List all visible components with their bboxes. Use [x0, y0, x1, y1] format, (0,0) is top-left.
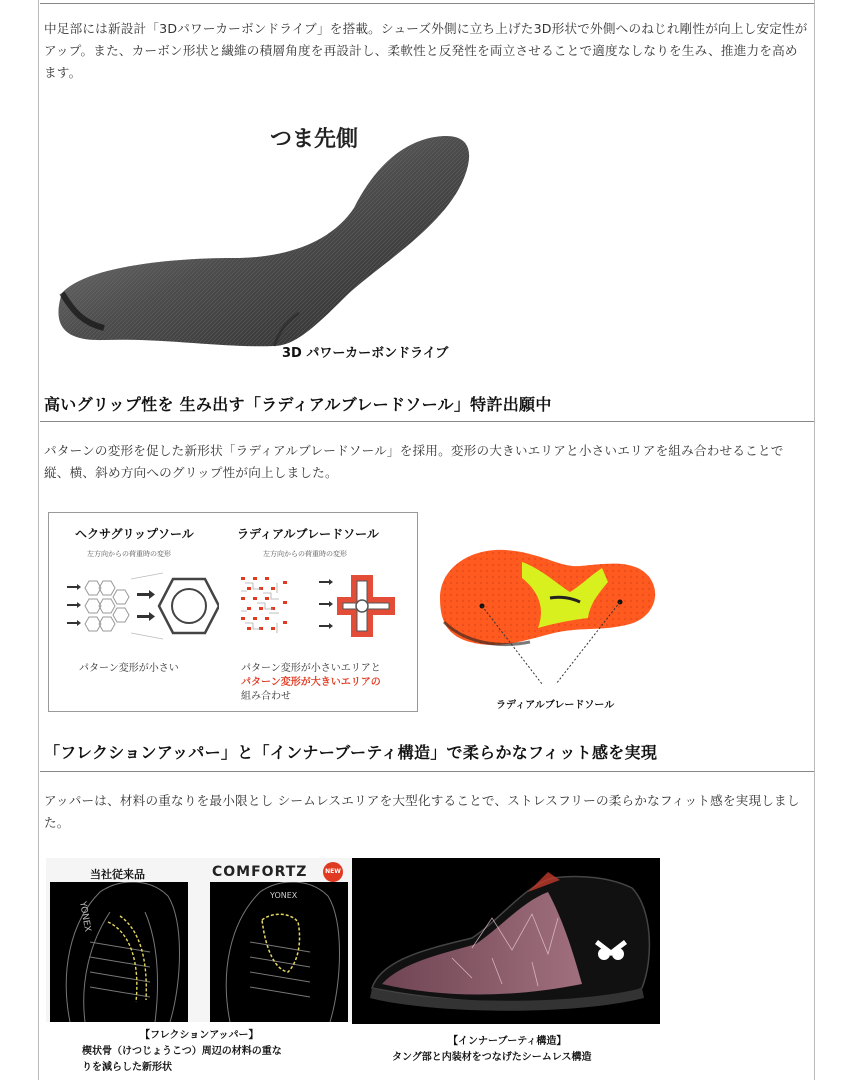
radial-blade-subtitle: 左方向からの荷重時の変形	[263, 550, 347, 558]
flexion-caption-line1: 楔状骨（けつじょうこつ）周辺の材料の重な	[82, 1046, 282, 1057]
previous-upper-image	[50, 882, 188, 1022]
new-badge: NEW	[323, 862, 343, 882]
radial-sole-label: ラディアルブレードソール	[496, 700, 615, 711]
upper-heading: 「フレクションアッパー」と「インナーブーティ構造」で柔らかなフィット感を実現	[44, 743, 658, 762]
svg-text:YONEX: YONEX	[270, 891, 298, 900]
inner-bootie-caption-title: 【インナーブーティ構造】	[448, 1036, 567, 1047]
hex-grip-subtitle: 左方向からの荷重時の変形	[87, 550, 171, 558]
carbon-drive-label: 3D パワーカーボンドライブ	[282, 346, 449, 361]
flexion-caption-line2: りを減らした新形状	[82, 1062, 172, 1073]
sole-divider	[40, 421, 814, 422]
inner-bootie-shoe-image	[352, 858, 660, 1024]
hex-caption: パターン変形が小さい	[79, 663, 179, 674]
sole-description: パターンの変形を促した新形状「ラディアルブレードソール」を採用。変形の大きいエリアと小さいエリアを組み合わせることで縦、横、斜め方向へのグリップ性が向上しました。	[44, 443, 784, 480]
frame-border-right	[814, 0, 815, 1080]
flexion-caption-title: 【フレクションアッパー】	[140, 1030, 259, 1041]
upper-description: アッパーは、材料の重なりを最小限とし シームレスエリアを大型化することで、ストレスフリーの柔らかなフィット感を実現しました。	[44, 793, 800, 830]
inner-bootie-caption-line1: タング部と内装材をつなげたシームレス構造	[392, 1052, 592, 1063]
sole-heading: 高いグリップ性を 生み出す「ラディアルブレードソール」特許出願中	[44, 395, 552, 414]
comfortz-upper-image	[210, 882, 348, 1022]
radial-blade-title: ラディアルブレードソール	[237, 527, 379, 541]
previous-model-label: 当社従来品	[90, 868, 145, 881]
hex-grip-title: ヘクサグリップソール	[75, 527, 194, 541]
sole-comparison-diagram	[48, 512, 418, 712]
radial-caption-line2: パターン変形が大きいエリアの	[241, 677, 381, 688]
carbon-plate-figure	[44, 118, 484, 370]
svg-text:YONEX: YONEX	[77, 900, 93, 933]
carbon-description: 中足部には新設計「3Dパワーカーボンドライブ」を搭載。シューズ外側に立ち上げた3D形状で外側へのねじれ剛性が向上し安定性がアップ。また、カーボン形状と繊維の積層角度を再設計し、柔軟性と反発性を両立させることで適度なしなりを生み、推進力を高めます。	[44, 21, 808, 80]
hex-pattern-illustration	[59, 571, 219, 641]
radial-pattern-illustration	[239, 571, 407, 641]
toe-side-label: つま先側	[270, 127, 359, 152]
comfortz-logo: COMFORTZ	[212, 864, 308, 880]
radial-caption-line1: パターン変形が小さいエリアと	[241, 663, 381, 674]
top-divider	[40, 3, 814, 4]
sole-photo	[430, 538, 658, 708]
radial-caption-line3: 組み合わせ	[241, 691, 291, 702]
frame-border-left	[38, 0, 39, 1080]
upper-divider	[40, 771, 814, 772]
